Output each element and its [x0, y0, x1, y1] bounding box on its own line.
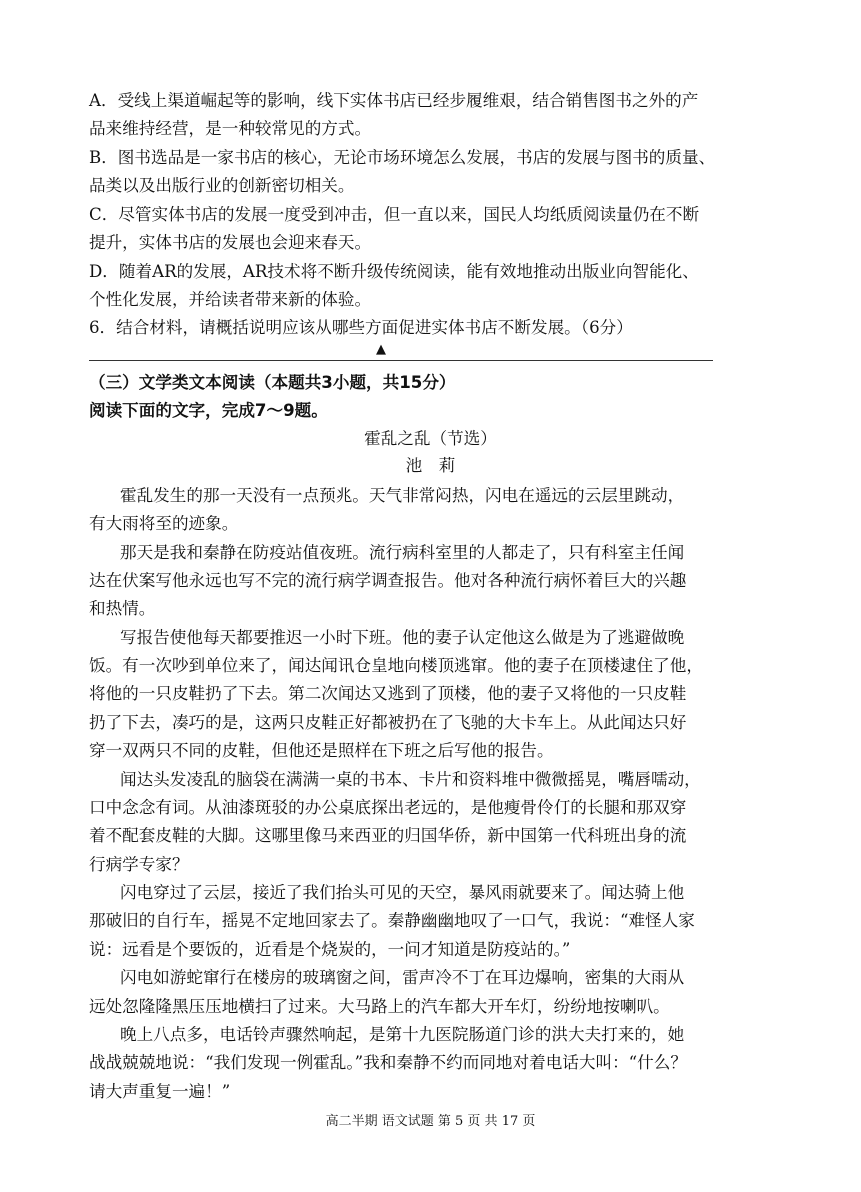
- option-a-line-1: A．受线上渠道崛起等的影响，线下实体书店已经步履维艰，结合销售图书之外的产: [89, 91, 699, 110]
- article-line: 将他的一只皮鞋扔了下去。第二次闻达又逃到了顶楼，他的妻子又将他的一只皮鞋: [89, 684, 687, 703]
- article-line: 着不配套皮鞋的大脚。这哪里像马来西亚的归国华侨，新中国第一代科班出身的流: [89, 826, 687, 845]
- option-b-line-2: 品类以及出版行业的创新密切相关。: [89, 176, 355, 195]
- article-line: 那破旧的自行车，摇晃不定地回家去了。秦静幽幽地叹了一口气，我说：“难怪人家: [89, 911, 695, 930]
- article-line: 穿一双两只不同的皮鞋，但他还是照样在下班之后写他的报告。: [89, 741, 554, 760]
- article-line: 和热情。: [89, 599, 156, 618]
- option-a-line-2: 品来维持经营，是一种较常见的方式。: [89, 119, 372, 138]
- article-line: 说：远看是个要饭的，近看是个烧炭的，一问才知道是防疫站的。”: [89, 940, 571, 959]
- article-line: 达在伏案写他永远也写不完的流行病学调查报告。他对各种流行病怀着巨大的兴趣: [89, 571, 687, 590]
- article-line: 远处忽隆隆黑压压地横扫了过来。大马路上的汽车都大开车灯，纷纷地按喇叭。: [89, 997, 670, 1016]
- answer-line: [89, 360, 713, 361]
- article-line: 晚上八点多，电话铃声骤然响起，是第十九医院肠道门诊的洪大夫打来的，她: [120, 1025, 685, 1044]
- article-line: 请大声重复一遍！”: [89, 1082, 231, 1101]
- article-line: 战战兢兢地说：“我们发现一例霍乱。”我和秦静不约而同地对着电话大叫：“什么？: [89, 1053, 687, 1072]
- question-6: 6．结合材料，请概括说明应该从哪些方面促进实体书店不断发展。（6分）: [89, 318, 633, 337]
- article-author: 池 莉: [405, 456, 456, 475]
- article-line: 饭。有一次吵到单位来了，闻达闻讯仓皇地向楼顶逃窜。他的妻子在顶楼逮住了他，: [89, 656, 703, 675]
- section-heading: （三）文学类文本阅读（本题共3小题，共15分）: [89, 373, 456, 392]
- article-line: 闪电如游蛇窜行在楼房的玻璃窗之间，雷声冷不丁在耳边爆响，密集的大雨从: [120, 968, 685, 987]
- option-c-line-2: 提升，实体书店的发展也会迎来春天。: [89, 233, 372, 252]
- option-c-line-1: C．尽管实体书店的发展一度受到冲击，但一直以来，国民人均纸质阅读量仍在不断: [89, 205, 700, 224]
- article-line: 写报告使他每天都要推迟一小时下班。他的妻子认定他这么做是为了逃避做晚: [120, 628, 685, 647]
- article-title: 霍乱之乱（节选）: [364, 429, 497, 448]
- article-line: 扔了下去，凑巧的是，这两只皮鞋正好都被扔在了飞驰的大卡车上。从此闻达只好: [89, 713, 687, 732]
- article-line: 闻达头发凌乱的脑袋在满满一桌的书本、卡片和资料堆中微微摇晃，嘴唇嚅动，: [120, 770, 701, 789]
- option-d-line-1: D．随着AR的发展，AR技术将不断升级传统阅读，能有效地推动出版业向智能化、: [89, 262, 699, 281]
- article-line: 口中念念有词。从油漆斑驳的办公桌底探出老远的，是他瘦骨伶仃的长腿和那双穿: [89, 798, 687, 817]
- article-line: 那天是我和秦静在防疫站值夜班。流行病科室里的人都走了，只有科室主任闻: [120, 543, 685, 562]
- answer-mark: ▲: [376, 342, 386, 357]
- article-line: 行病学专家？: [89, 855, 189, 874]
- article-line: 有大雨将至的迹象。: [89, 514, 239, 533]
- page-footer: 高二半期 语文试题 第 5 页 共 17 页: [325, 1114, 536, 1129]
- option-b-line-1: B．图书选品是一家书店的核心，无论市场环境怎么发展，书店的发展与图书的质量、: [89, 148, 716, 167]
- option-d-line-2: 个性化发展，并给读者带来新的体验。: [89, 290, 372, 309]
- section-instruction: 阅读下面的文字，完成7～9题。: [89, 401, 328, 420]
- article-line: 闪电穿过了云层，接近了我们抬头可见的天空，暴风雨就要来了。闻达骑上他: [120, 883, 685, 902]
- article-line: 霍乱发生的那一天没有一点预兆。天气非常闷热，闪电在遥远的云层里跳动，: [120, 486, 685, 505]
